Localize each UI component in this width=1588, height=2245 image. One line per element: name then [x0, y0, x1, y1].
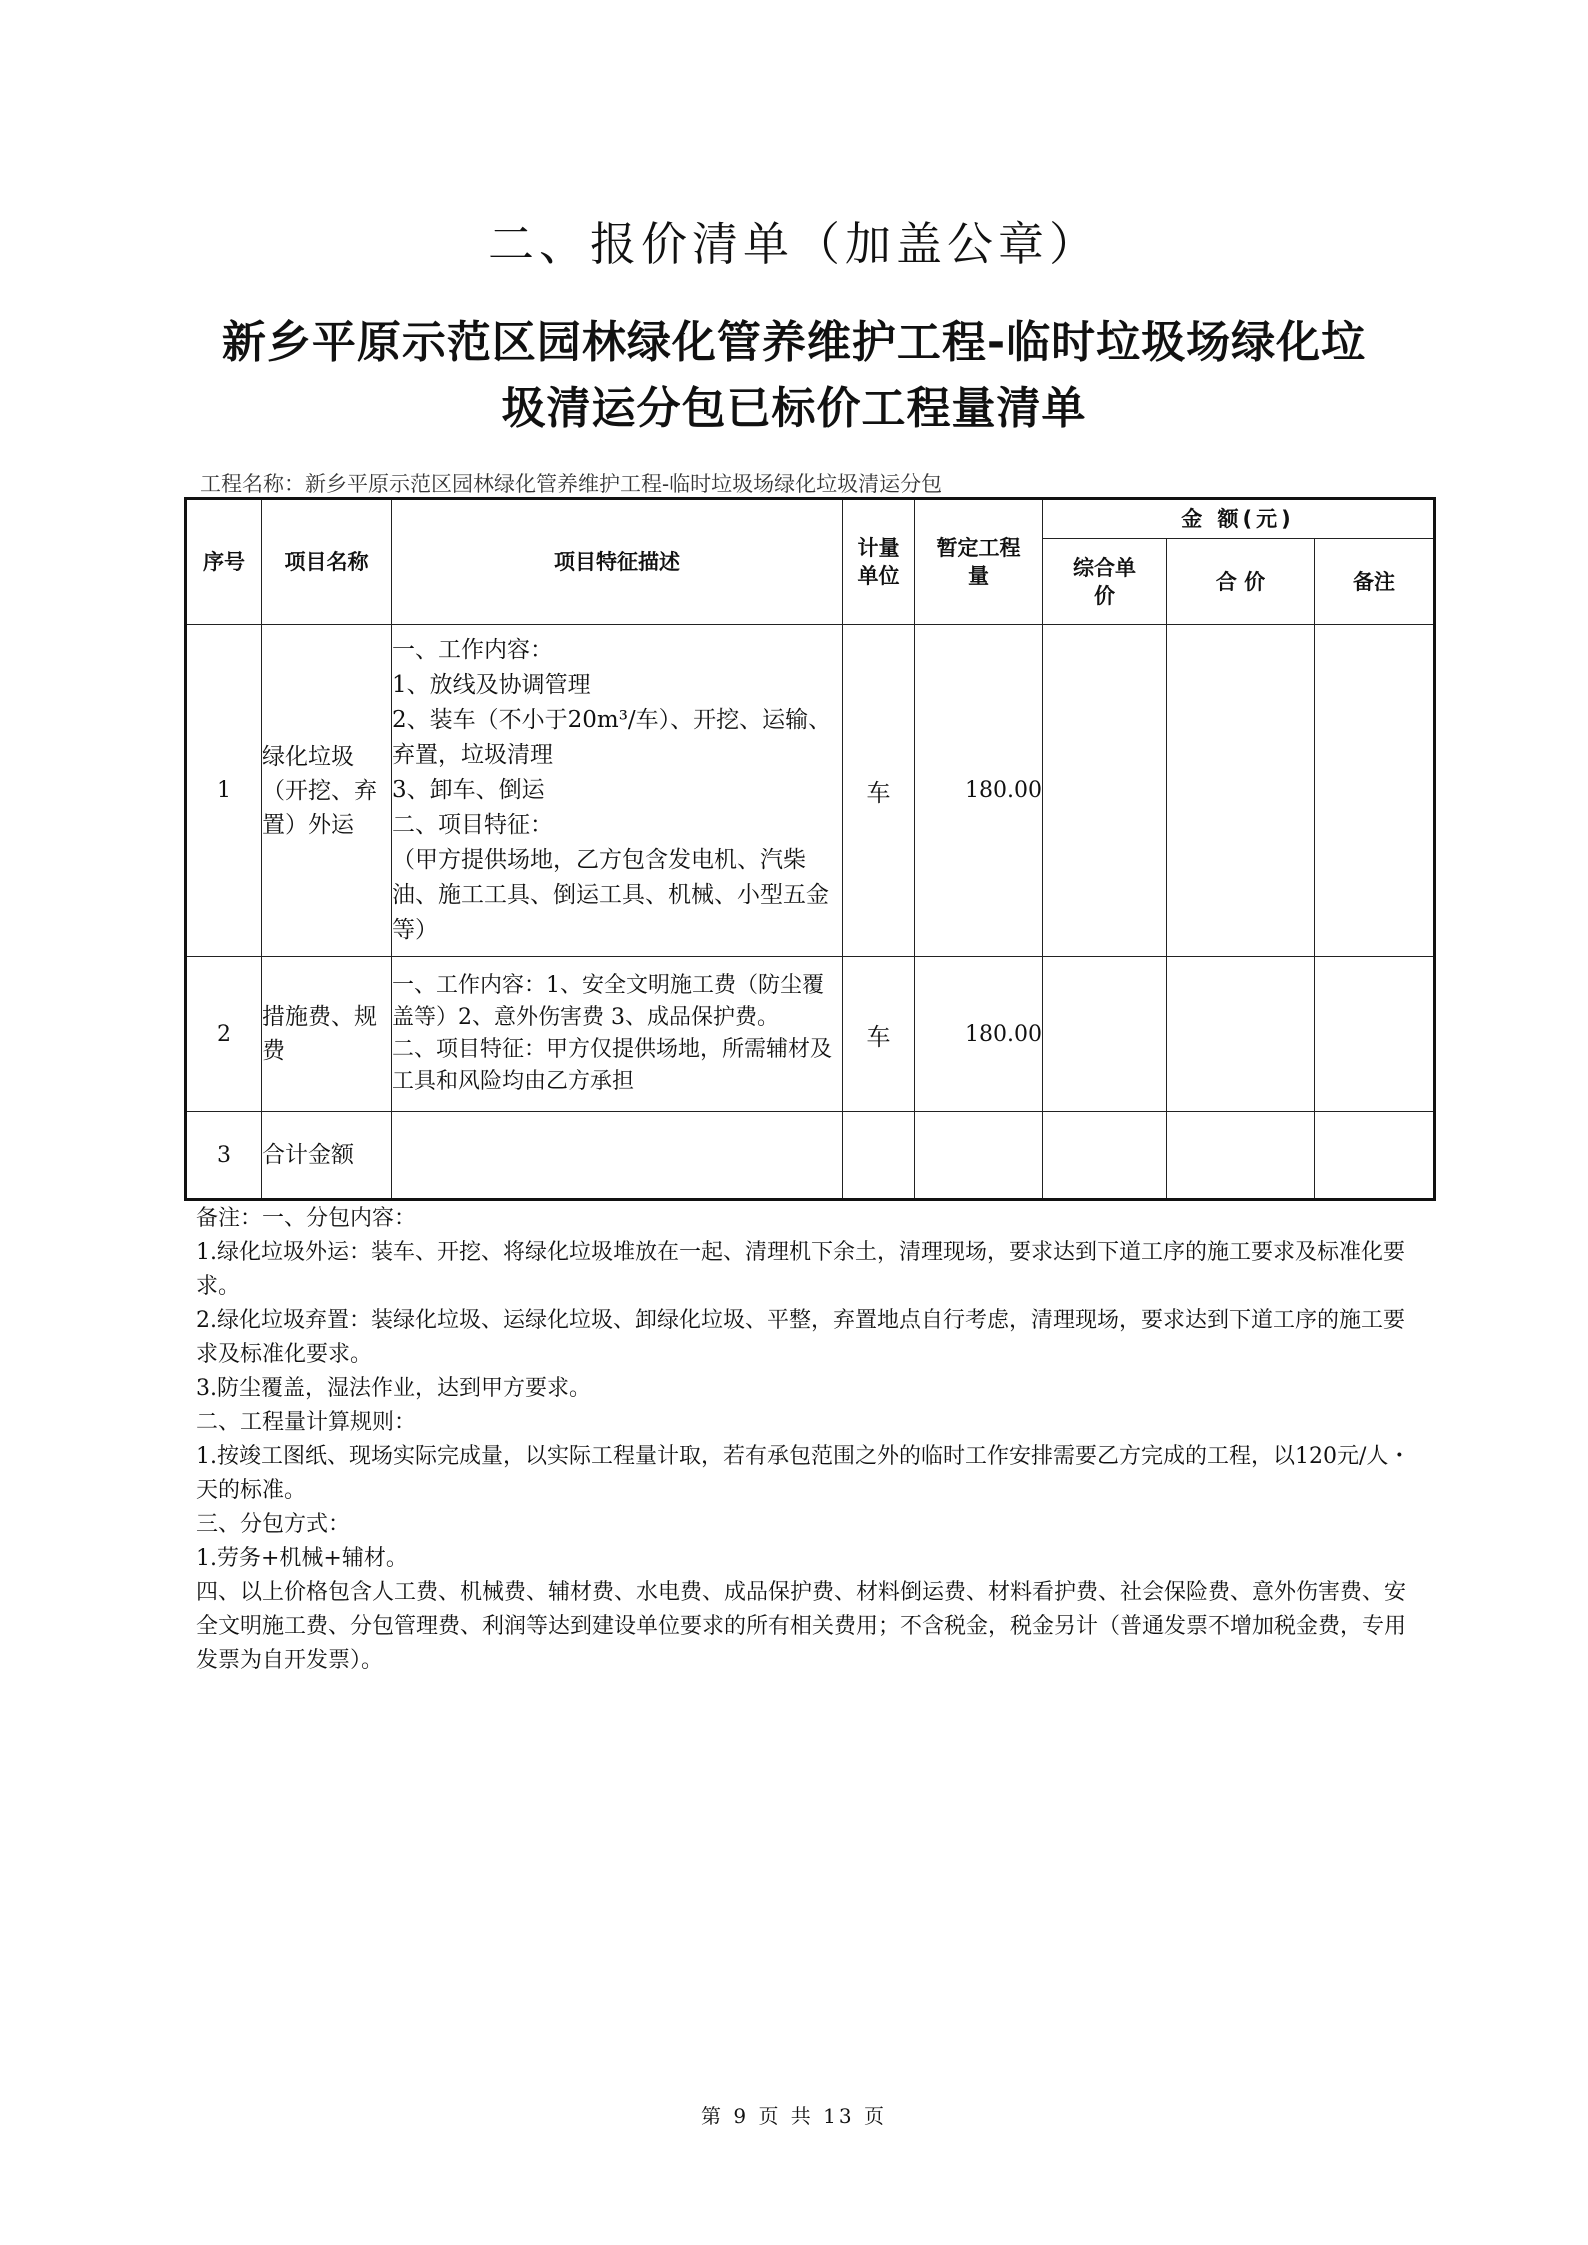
row-total: [1167, 957, 1315, 1112]
notes-section: [196, 1202, 1426, 1678]
desc-line: 3、卸车、倒运: [392, 777, 545, 803]
header-remark: 备注: [1315, 539, 1435, 625]
row-unit: 车: [843, 957, 915, 1112]
desc-line: （甲方提供场地，乙方包含发电机、汽柴油、施工工具、倒运工具、机械、小型五金等）: [392, 847, 829, 943]
note-line: 2.绿化垃圾弃置：装绿化垃圾、运绿化垃圾、卸绿化垃圾、平整，弃置地点自行考虑，清理现场，要求达到下道工序的施工要求及标准化要求。: [196, 1308, 1405, 1367]
note-line: 二、工程量计算规则：: [196, 1410, 417, 1435]
note-line: 3.防尘覆盖，湿法作业，达到甲方要求。: [196, 1376, 591, 1401]
note-line: 备注：一、分包内容：: [196, 1206, 417, 1231]
note-line: 1.绿化垃圾外运：装车、开挖、将绿化垃圾堆放在一起、清理机下余土，清理现场，要求达到下道工序的施工要求及标准化要求。: [196, 1240, 1405, 1299]
row-unit: [843, 1112, 915, 1200]
desc-line: 一、工作内容：1、安全文明施工费（防尘覆盖等）2、意外伤害费 3、成品保护费。: [392, 973, 824, 1030]
header-description: 项目特征描述: [392, 499, 843, 625]
note-line: 1.按竣工图纸、现场实际完成量，以实际工程量计取，若有承包范围之外的临时工作安排需要乙方完成的工程，以120元/人・天的标准。: [196, 1444, 1411, 1503]
row-total: [1167, 625, 1315, 957]
row-remark: [1315, 1112, 1435, 1200]
project-name-label: 工程名称：新乡平原示范区园林绿化管养维护工程-临时垃圾场绿化垃圾清运分包: [200, 472, 943, 496]
row-description: [392, 625, 843, 957]
row-total: [1167, 1112, 1315, 1200]
header-item-name: 项目名称: [262, 499, 392, 625]
row-unit-price: [1043, 625, 1167, 957]
row-remark: [1315, 957, 1435, 1112]
row-unit-price: [1043, 957, 1167, 1112]
row-unit-price: [1043, 1112, 1167, 1200]
bill-of-quantities-table: [184, 497, 1436, 1201]
row-quantity: 180.00: [915, 957, 1043, 1112]
desc-line: 二、项目特征：甲方仅提供场地，所需辅材及工具和风险均由乙方承担: [392, 1037, 833, 1094]
header-seq: 序号: [186, 499, 262, 625]
row-item-name: 绿化垃圾（开挖、弃置）外运: [262, 625, 392, 957]
document-title: [0, 310, 1588, 442]
row-remark: [1315, 625, 1435, 957]
table-row-total: [186, 1112, 1435, 1200]
note-line: 四、以上价格包含人工费、机械费、辅材费、水电费、成品保护费、材料倒运费、材料看护费、社会保险费、意外伤害费、安全文明施工费、分包管理费、利润等达到建设单位要求的所有相关费用；不含税金，税金另计（普通发票不增加税金费，专用发票为自开发票）。: [196, 1580, 1407, 1673]
header-quantity: 暂定工程量: [915, 499, 1043, 625]
desc-line: 2、装车（不小于20m³/车）、开挖、运输、弃置，垃圾清理: [392, 707, 832, 768]
table-row: [186, 625, 1435, 957]
header-amount: 金 额(元): [1043, 499, 1435, 539]
page-title: 二、报价清单（加盖公章）: [488, 217, 1100, 271]
row-seq: 3: [186, 1112, 262, 1200]
row-quantity: 180.00: [915, 625, 1043, 957]
row-description: [392, 1112, 843, 1200]
row-unit: 车: [843, 625, 915, 957]
header-unit-price: 综合单价: [1043, 539, 1167, 625]
row-quantity: [915, 1112, 1043, 1200]
note-line: 三、分包方式：: [196, 1512, 351, 1537]
header-unit: 计量单位: [843, 499, 915, 625]
row-item-name: 措施费、规费: [262, 957, 392, 1112]
row-seq: 2: [186, 957, 262, 1112]
document-title-line-1: 新乡平原示范区园林绿化管养维护工程-临时垃圾场绿化垃: [221, 317, 1367, 368]
desc-line: 1、放线及协调管理: [392, 672, 591, 698]
document-title-line-2: 圾清运分包已标价工程量清单: [501, 383, 1087, 434]
header-total: 合 价: [1167, 539, 1315, 625]
desc-line: 一、工作内容：: [392, 637, 553, 663]
row-seq: 1: [186, 625, 262, 957]
desc-line: 二、项目特征：: [392, 812, 553, 838]
note-line: 1.劳务+机械+辅材。: [196, 1546, 408, 1571]
row-description: [392, 957, 843, 1112]
header-row-1: [186, 499, 1435, 539]
table-row: [186, 957, 1435, 1112]
row-item-name: 合计金额: [262, 1112, 392, 1200]
page-number-footer: 第 9 页 共 13 页: [701, 2104, 887, 2128]
